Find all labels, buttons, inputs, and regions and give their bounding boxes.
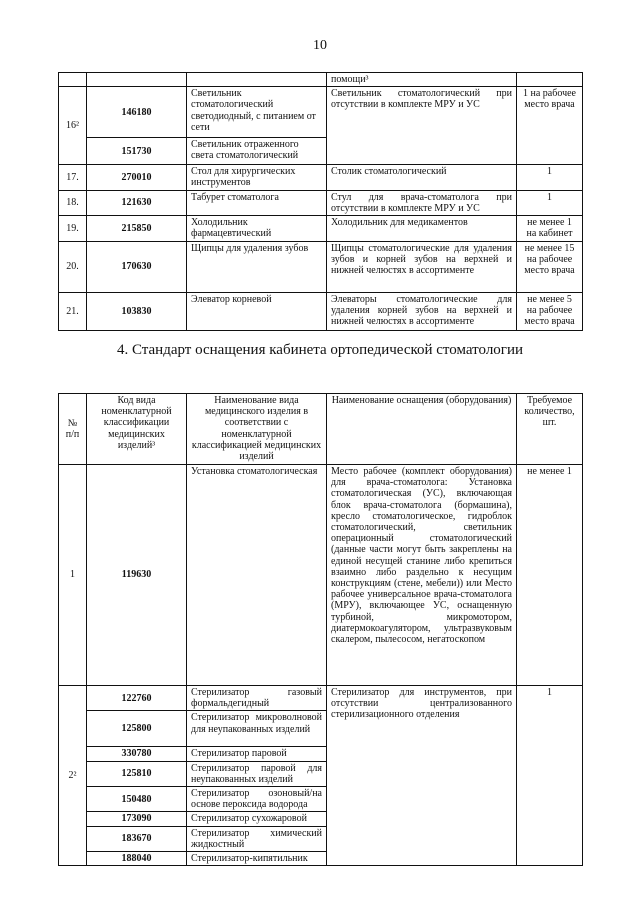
equipment-cell: Холодильник для медикаментов <box>327 216 517 242</box>
row-number: 21. <box>59 293 87 331</box>
device-name-cell: Стерилизатор газовый формальдегидный <box>187 686 327 711</box>
code-cell: 215850 <box>87 216 187 242</box>
device-name-cell: Стерилизатор сухожаровой <box>187 812 327 826</box>
device-name-cell: Стерилизатор микроволновой для неупакованных изделий <box>187 711 327 747</box>
row-number: 2² <box>59 686 87 866</box>
equipment-cell: Стул для врача-стоматолога при отсутствии в комплекте МРУ и УС <box>327 190 517 215</box>
quantity-cell: не менее 1 <box>517 465 583 686</box>
device-name-cell: Стерилизатор паровой для неупакованных изделий <box>187 761 327 786</box>
quantity-cell <box>517 73 583 87</box>
equipment-cell: Щипцы стоматологические для удаления зубов и корней зубов на верхней и нижней челюстях в ассортименте <box>327 242 517 293</box>
device-name-cell: Светильник стоматологический светодиодный, с питанием от сети <box>187 87 327 138</box>
device-name-cell: Стол для хирургических инструментов <box>187 165 327 190</box>
quantity-cell: не менее 1 на кабинет <box>517 216 583 242</box>
code-cell: 122760 <box>87 686 187 711</box>
table-row <box>59 293 583 331</box>
code-cell: 183670 <box>87 826 187 851</box>
quantity-cell: не менее 5 на рабочее место врача <box>517 293 583 331</box>
table-row <box>59 165 583 190</box>
device-name-cell: Стерилизатор паровой <box>187 747 327 761</box>
device-name-cell: Стерилизатор химический жидкостный <box>187 826 327 851</box>
device-name-cell: Светильник отраженного света стоматологический <box>187 138 327 165</box>
device-name-cell: Стерилизатор озоновый/на основе пероксида водорода <box>187 787 327 812</box>
page-number: 10 <box>313 38 327 53</box>
orthopedic-equipment-table <box>58 393 583 866</box>
header-code: Код вида номенклатурной классификации медицинских изделий³ <box>87 394 187 465</box>
equipment-cell: помощи³ <box>327 73 517 87</box>
code-cell: 151730 <box>87 138 187 165</box>
row-number: 18. <box>59 190 87 215</box>
table-header-row <box>59 394 583 465</box>
header-quantity: Требуемое количество, шт. <box>517 394 583 465</box>
header-equipment: Наименование оснащения (оборудования) <box>327 394 517 465</box>
equipment-cell: Стерилизатор для инструментов, при отсутствии централизованного стерилизационного отделения <box>327 686 517 866</box>
quantity-cell: 1 на рабочее место врача <box>517 87 583 165</box>
table-row <box>59 465 583 686</box>
equipment-cell: Светильник стоматологический при отсутствии в комплекте МРУ и УС <box>327 87 517 165</box>
code-cell: 119630 <box>87 465 187 686</box>
table-row <box>59 190 583 215</box>
table-row <box>59 216 583 242</box>
device-name-cell: Элеватор корневой <box>187 293 327 331</box>
code-cell: 150480 <box>87 787 187 812</box>
device-name-cell: Табурет стоматолога <box>187 190 327 215</box>
equipment-table-continued <box>58 72 583 331</box>
code-cell: 173090 <box>87 812 187 826</box>
code-cell: 270010 <box>87 165 187 190</box>
table-row <box>59 242 583 293</box>
header-number: № п/п <box>59 394 87 465</box>
device-name-cell <box>187 73 327 87</box>
section-title: 4. Стандарт оснащения кабинета ортопедической стоматологии <box>116 342 524 358</box>
table-row <box>59 686 583 711</box>
row-number: 17. <box>59 165 87 190</box>
row-number: 19. <box>59 216 87 242</box>
quantity-cell: 1 <box>517 686 583 866</box>
code-cell: 125800 <box>87 711 187 747</box>
device-name-cell: Стерилизатор-кипятильник <box>187 852 327 866</box>
equipment-cell: Элеваторы стоматологические для удаления корней зубов на верхней и нижней челюстях в ассортименте <box>327 293 517 331</box>
equipment-cell: Столик стоматологический <box>327 165 517 190</box>
code-cell: 170630 <box>87 242 187 293</box>
row-number: 20. <box>59 242 87 293</box>
table-row <box>59 73 583 87</box>
code-cell <box>87 73 187 87</box>
code-cell: 103830 <box>87 293 187 331</box>
code-cell: 146180 <box>87 87 187 138</box>
code-cell: 330780 <box>87 747 187 761</box>
row-number: 16² <box>59 87 87 165</box>
quantity-cell: не менее 15 на рабочее место врача <box>517 242 583 293</box>
row-number <box>59 73 87 87</box>
device-name-cell: Холодильник фармацевтический <box>187 216 327 242</box>
quantity-cell: 1 <box>517 165 583 190</box>
device-name-cell: Щипцы для удаления зубов <box>187 242 327 293</box>
equipment-cell: Место рабочее (комплект оборудования) для врача-стоматолога: Установка стоматологическая (УС), включающая блок врача-стоматолога (бормашина), кресло стоматологическое, гидроблок стоматологический, светильник операционный стоматологический (данные части могут быть закреплены на единой несущей станине либо крепиться взаимно либо раздельно к несущим конструкциям (стене, мебели)) или Место рабочее универсальное врача-стоматолога (МРУ), включающее УС, оснащенную турбиной, микромотором, диатермокоагулятором, ультразвуковым скалером, пылесосом, негатоскопом <box>327 465 517 686</box>
header-device-name: Наименование вида медицинского изделия в соответствии с номенклатурной классификацией медицинских изделий <box>187 394 327 465</box>
code-cell: 125810 <box>87 761 187 786</box>
code-cell: 188040 <box>87 852 187 866</box>
quantity-cell: 1 <box>517 190 583 215</box>
table-row <box>59 87 583 138</box>
code-cell: 121630 <box>87 190 187 215</box>
row-number: 1 <box>59 465 87 686</box>
device-name-cell: Установка стоматологическая <box>187 465 327 686</box>
